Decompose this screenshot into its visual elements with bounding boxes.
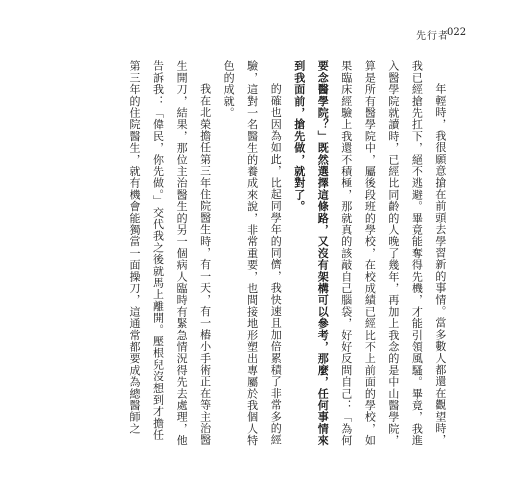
text-line: 到我面前，搶先做，就對了。 bbox=[292, 60, 306, 213]
text-line: 要念醫學院？」既然選擇這條路，又沒有架構可以參考，那麼，任何事情來 bbox=[316, 60, 330, 447]
text-line: 驗，這對一名醫生的養成來說，非常重要，也間接地形塑出專屬於我個人特 bbox=[245, 60, 259, 447]
text-line: 我在北榮擔任第三年住院醫生時，有一天，有一樁小手術正在等主治醫 bbox=[198, 83, 212, 446]
text-line: 生開刀，結果，那位主治醫生的另一個病人臨時有緊急情況得先去處理，他 bbox=[175, 60, 189, 447]
text-line: 告訴我：「偉民，你先做。」交代我之後就馬上離開。壓根兒沒想到才擔任 bbox=[151, 60, 165, 441]
text-line: 算是所有醫學院中，屬後段班的學校，在校成績已經比不上前面的學校，如 bbox=[363, 60, 377, 447]
text-line: 果臨床經驗上我還不積極，那就真的該敲自己腦袋，好好反問自己：「為何 bbox=[339, 60, 353, 447]
text-line: 入醫學院就讀時，已經比同齡的人晚了幾年，再加上我念的是中山醫學院， bbox=[386, 60, 400, 447]
text-line: 年輕時，我很願意搶在前頭去學習新的事情。當多數人都還在觀望時， bbox=[433, 83, 447, 446]
body-text bbox=[128, 60, 447, 447]
text-line: 第三年的住院醫生，就有機會能獨當一面操刀，這通常都要成為總醫師之 bbox=[128, 60, 141, 435]
text-line: 色的成就。 bbox=[222, 60, 236, 119]
running-header-title: 先行者 bbox=[416, 31, 449, 42]
page-number: 022 bbox=[447, 27, 467, 38]
text-line: 我已經搶先扛下，絕不逃避。畢竟能奪得先機，才能引領風騷。畢竟，我進 bbox=[410, 60, 424, 447]
text-line: 的確也因為如此，比起同學年的同儕，我快速且加倍累積了非常多的經 bbox=[269, 83, 283, 446]
